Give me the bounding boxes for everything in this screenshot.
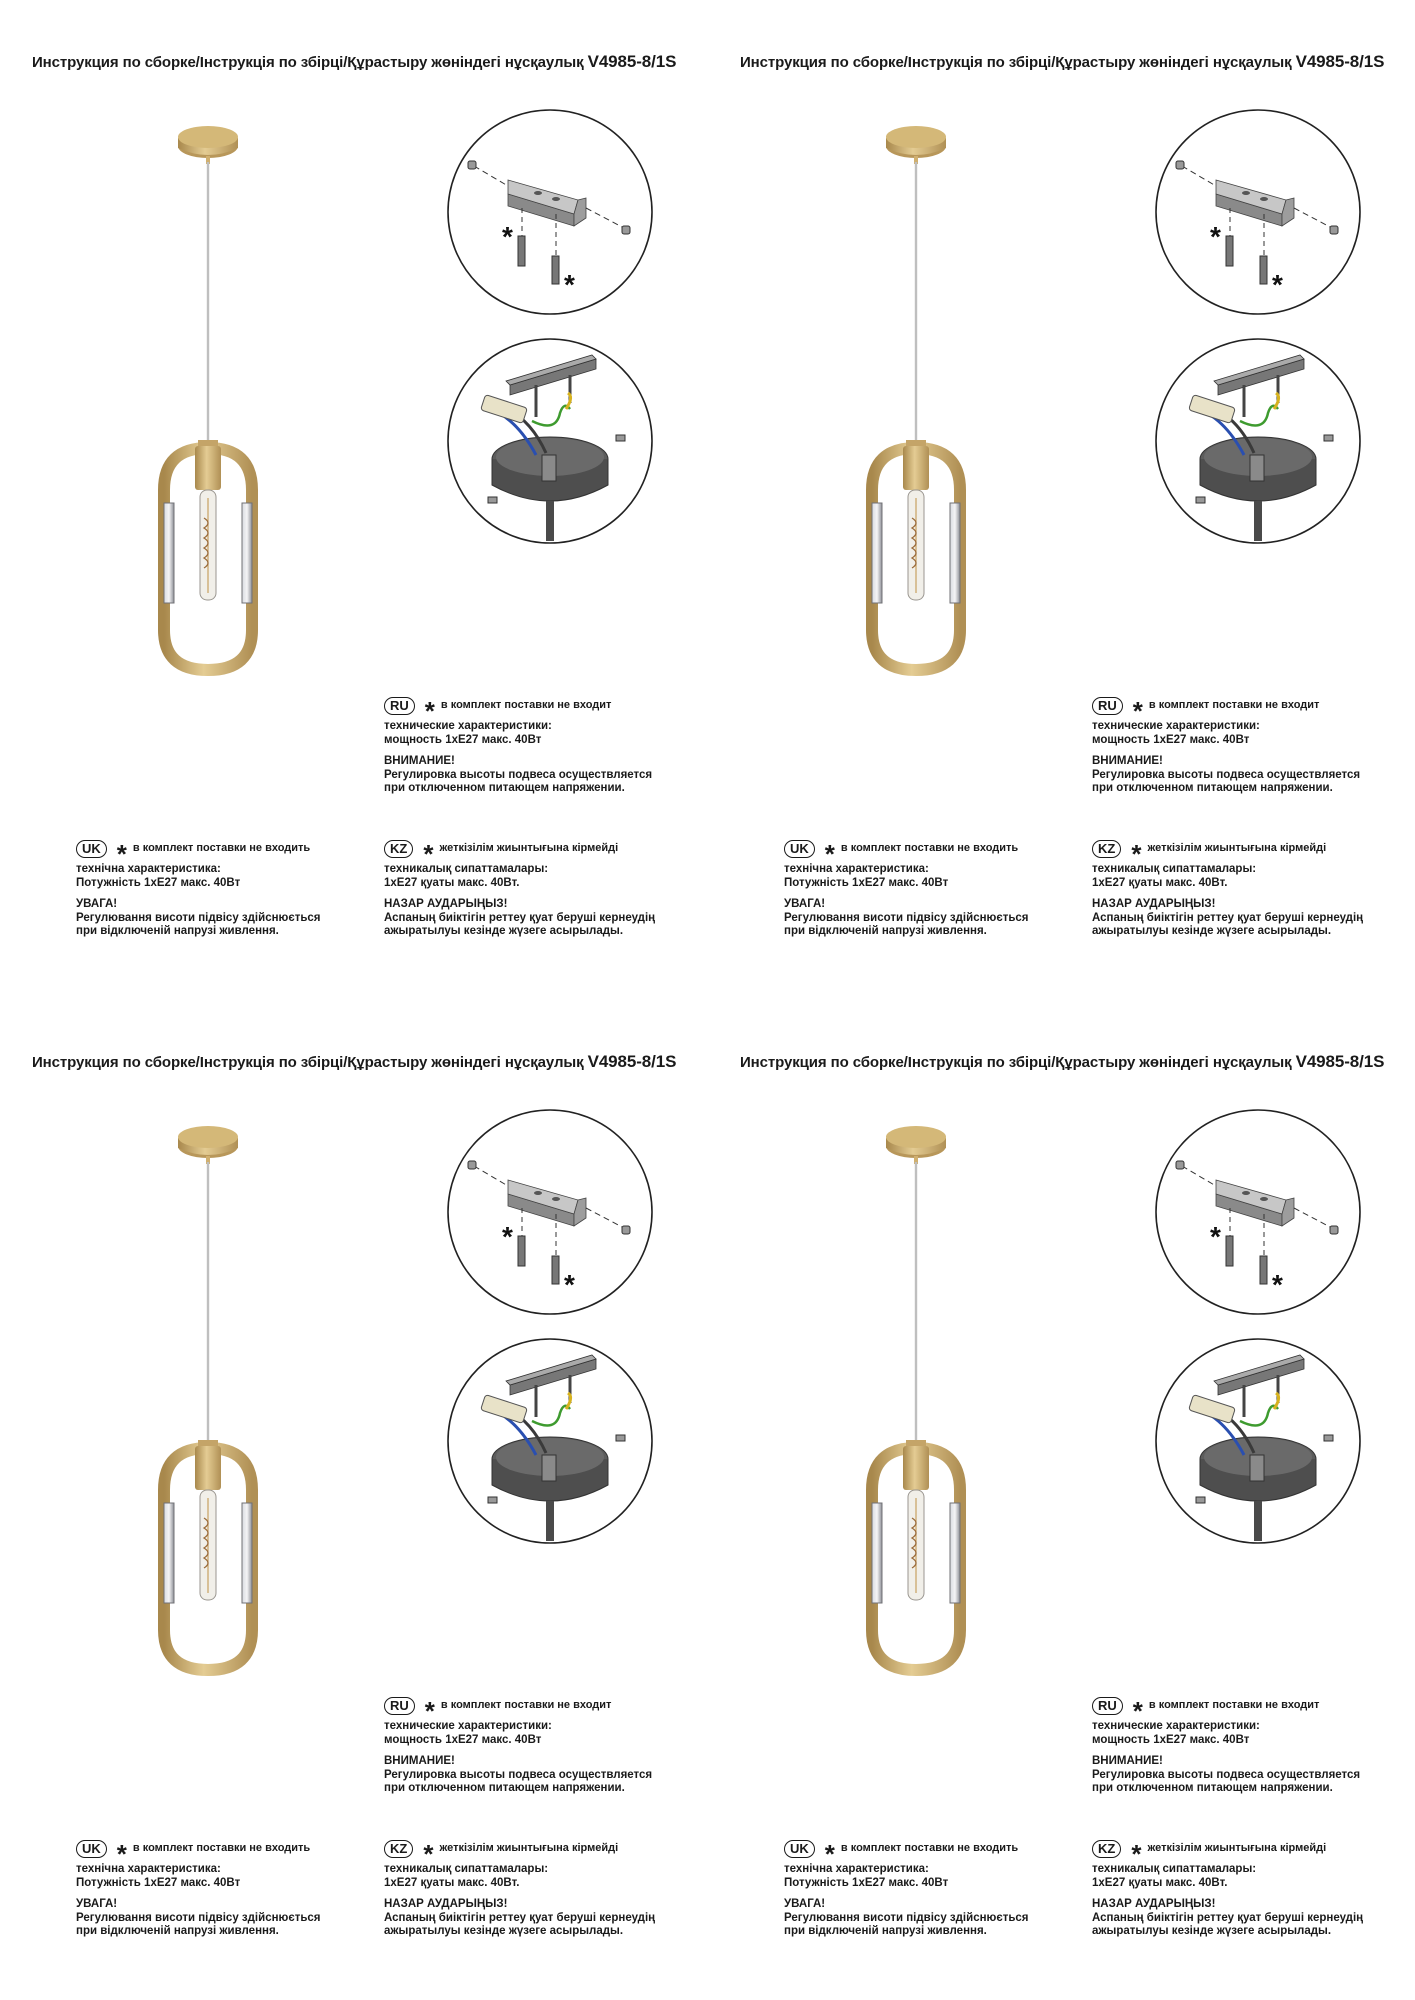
asterisk-icon: * bbox=[424, 696, 435, 726]
kz-badge: KZ bbox=[1092, 1840, 1121, 1858]
ru-specs-value: мощность 1xE27 макс. 40Вт bbox=[384, 733, 542, 746]
kz-badge: KZ bbox=[1092, 840, 1121, 858]
title-text: Инструкция по сборке/Інструкція по збірці/Құрастыру жөніндегі нұсқаулық bbox=[32, 1054, 584, 1071]
asterisk-icon: * bbox=[1132, 696, 1143, 726]
title-text: Инструкция по сборке/Інструкція по збірці/Құрастыру жөніндегі нұсқаулық bbox=[740, 1054, 1292, 1071]
kz-badge: KZ bbox=[384, 840, 413, 858]
kz-warning-heading: НАЗАР АУДАРЫҢЫЗ! bbox=[1092, 1898, 1216, 1910]
uk-not-included: в комплект поставки не входить bbox=[840, 842, 1019, 855]
star-mark: * bbox=[564, 1269, 575, 1300]
instruction-title bbox=[32, 52, 676, 72]
instruction-title bbox=[32, 1052, 676, 1072]
kz-specs-heading: техникалық сипаттамалары: bbox=[1092, 863, 1257, 875]
kz-warning-line2: ажыратылуы кезінде жүзеге асырылады. bbox=[1092, 1925, 1332, 1937]
ru-specs-heading: технические характеристики: bbox=[1092, 720, 1260, 732]
uk-warning-line2: при відключеній напрузі живлення. bbox=[784, 1925, 987, 1937]
kz-specs-value: 1xE27 қуаты макс. 40Вт. bbox=[1092, 1876, 1228, 1889]
ru-warning-line1: Регулировка высоты подвеса осуществляется bbox=[384, 1768, 653, 1781]
ru-badge: RU bbox=[1092, 1697, 1123, 1715]
ru-not-included: в комплект поставки не входит bbox=[1148, 1699, 1320, 1712]
asterisk-icon: * bbox=[824, 839, 835, 869]
uk-specs-value: Потужність 1xE27 макс. 40Вт bbox=[76, 876, 241, 889]
kz-warning-line1: Аспаның биіктігін реттеу қуат беруші кернеудің bbox=[1092, 1911, 1364, 1924]
kz-specs-heading: техникалық сипаттамалары: bbox=[384, 1863, 549, 1875]
kz-not-included: жеткізілім жиынтығына кірмейді bbox=[439, 1842, 619, 1855]
uk-specs-value: Потужність 1xE27 макс. 40Вт bbox=[784, 1876, 949, 1889]
kz-badge: KZ bbox=[384, 1840, 413, 1858]
uk-section bbox=[784, 838, 1029, 939]
asterisk-icon: * bbox=[423, 839, 434, 869]
uk-section bbox=[784, 1838, 1029, 1939]
ru-specs-heading: технические характеристики: bbox=[384, 720, 552, 732]
kz-section bbox=[384, 1838, 655, 1939]
ru-warning-line2: при отключенном питающем напряжении. bbox=[1092, 782, 1333, 794]
kz-warning-line1: Аспаның биіктігін реттеу қуат беруші кернеудің bbox=[1092, 911, 1364, 924]
ru-specs-heading: технические характеристики: bbox=[384, 1720, 552, 1732]
ru-warning-heading: ВНИМАНИЕ! bbox=[384, 755, 455, 767]
star-mark: * bbox=[1272, 1269, 1283, 1300]
ru-section bbox=[1092, 695, 1360, 796]
kz-warning-line2: ажыратылуы кезінде жүзеге асырылады. bbox=[384, 925, 624, 937]
ru-badge: RU bbox=[384, 1697, 415, 1715]
bracket-mounting-diagram bbox=[1154, 1108, 1362, 1316]
pendant-lamp-illustration bbox=[858, 118, 998, 678]
kz-not-included: жеткізілім жиынтығына кірмейді bbox=[1147, 842, 1327, 855]
ru-warning-heading: ВНИМАНИЕ! bbox=[1092, 755, 1163, 767]
uk-warning-line1: Регулювання висоти підвісу здійснюється bbox=[76, 1911, 321, 1924]
kz-specs-value: 1xE27 қуаты макс. 40Вт. bbox=[1092, 876, 1228, 889]
uk-specs-heading: технічна характеристика: bbox=[784, 863, 929, 875]
ru-warning-line2: при отключенном питающем напряжении. bbox=[384, 1782, 625, 1794]
instruction-panel-2 bbox=[708, 0, 1415, 1000]
ru-section bbox=[1092, 1695, 1360, 1796]
kz-not-included: жеткізілім жиынтығына кірмейді bbox=[1147, 1842, 1327, 1855]
ru-specs-value: мощность 1xE27 макс. 40Вт bbox=[1092, 733, 1250, 746]
asterisk-icon: * bbox=[423, 1839, 434, 1869]
star-mark: * bbox=[502, 1221, 513, 1252]
uk-warning-heading: УВАГА! bbox=[784, 898, 826, 910]
kz-specs-value: 1xE27 қуаты макс. 40Вт. bbox=[384, 876, 520, 889]
ru-warning-line2: при отключенном питающем напряжении. bbox=[1092, 1782, 1333, 1794]
wiring-canopy-diagram bbox=[446, 337, 654, 545]
uk-warning-line1: Регулювання висоти підвісу здійснюється bbox=[784, 911, 1029, 924]
star-mark: * bbox=[1210, 221, 1221, 252]
uk-warning-line2: при відключеній напрузі живлення. bbox=[784, 925, 987, 937]
ru-not-included: в комплект поставки не входит bbox=[1148, 699, 1320, 712]
instruction-panel-4 bbox=[708, 1000, 1415, 2000]
uk-warning-line1: Регулювання висоти підвісу здійснюється bbox=[76, 911, 321, 924]
kz-section bbox=[1092, 1838, 1363, 1939]
ru-section bbox=[384, 695, 652, 796]
model-number: V4985-8/1S bbox=[1295, 1052, 1385, 1071]
ru-section bbox=[384, 1695, 652, 1796]
ru-warning-line1: Регулировка высоты подвеса осуществляется bbox=[1092, 1768, 1361, 1781]
ru-badge: RU bbox=[1092, 697, 1123, 715]
kz-warning-heading: НАЗАР АУДАРЫҢЫЗ! bbox=[384, 1898, 508, 1910]
uk-warning-heading: УВАГА! bbox=[76, 898, 118, 910]
kz-specs-heading: техникалық сипаттамалары: bbox=[1092, 1863, 1257, 1875]
uk-badge: UK bbox=[784, 840, 815, 858]
model-number: V4985-8/1S bbox=[1295, 52, 1385, 71]
star-mark: * bbox=[502, 221, 513, 252]
model-number: V4985-8/1S bbox=[587, 52, 677, 71]
ru-specs-heading: технические характеристики: bbox=[1092, 1720, 1260, 1732]
title-text: Инструкция по сборке/Інструкція по збірці/Құрастыру жөніндегі нұсқаулық bbox=[32, 54, 584, 71]
uk-not-included: в комплект поставки не входить bbox=[840, 1842, 1019, 1855]
uk-specs-heading: технічна характеристика: bbox=[76, 1863, 221, 1875]
kz-warning-line1: Аспаның биіктігін реттеу қуат беруші кернеудің bbox=[384, 911, 656, 924]
bracket-mounting-diagram bbox=[1154, 108, 1362, 316]
instruction-title bbox=[740, 52, 1384, 72]
uk-warning-heading: УВАГА! bbox=[784, 1898, 826, 1910]
pendant-lamp-illustration bbox=[150, 118, 290, 678]
kz-section bbox=[384, 838, 655, 939]
kz-specs-value: 1xE27 қуаты макс. 40Вт. bbox=[384, 1876, 520, 1889]
ru-specs-value: мощность 1xE27 макс. 40Вт bbox=[384, 1733, 542, 1746]
uk-warning-line2: при відключеній напрузі живлення. bbox=[76, 1925, 279, 1937]
asterisk-icon: * bbox=[1131, 1839, 1142, 1869]
wiring-canopy-diagram bbox=[446, 1337, 654, 1545]
instruction-panel-1 bbox=[0, 0, 707, 1000]
star-mark: * bbox=[1272, 269, 1283, 300]
kz-section bbox=[1092, 838, 1363, 939]
title-text: Инструкция по сборке/Інструкція по збірці/Құрастыру жөніндегі нұсқаулық bbox=[740, 54, 1292, 71]
kz-specs-heading: техникалық сипаттамалары: bbox=[384, 863, 549, 875]
ru-warning-heading: ВНИМАНИЕ! bbox=[1092, 1755, 1163, 1767]
ru-warning-line1: Регулировка высоты подвеса осуществляется bbox=[1092, 768, 1361, 781]
pendant-lamp-illustration bbox=[150, 1118, 290, 1678]
ru-not-included: в комплект поставки не входит bbox=[440, 699, 612, 712]
kz-warning-heading: НАЗАР АУДАРЫҢЫЗ! bbox=[1092, 898, 1216, 910]
uk-specs-heading: технічна характеристика: bbox=[76, 863, 221, 875]
uk-badge: UK bbox=[784, 1840, 815, 1858]
bracket-mounting-diagram bbox=[446, 108, 654, 316]
uk-warning-line1: Регулювання висоти підвісу здійснюється bbox=[784, 1911, 1029, 1924]
uk-specs-value: Потужність 1xE27 макс. 40Вт bbox=[76, 1876, 241, 1889]
asterisk-icon: * bbox=[116, 839, 127, 869]
ru-warning-line2: при отключенном питающем напряжении. bbox=[384, 782, 625, 794]
asterisk-icon: * bbox=[824, 1839, 835, 1869]
uk-specs-value: Потужність 1xE27 макс. 40Вт bbox=[784, 876, 949, 889]
star-mark: * bbox=[564, 269, 575, 300]
wiring-canopy-diagram bbox=[1154, 337, 1362, 545]
ru-specs-value: мощность 1xE27 макс. 40Вт bbox=[1092, 1733, 1250, 1746]
uk-section bbox=[76, 1838, 321, 1939]
asterisk-icon: * bbox=[1132, 1696, 1143, 1726]
wiring-canopy-diagram bbox=[1154, 1337, 1362, 1545]
kz-warning-line1: Аспаның биіктігін реттеу қуат беруші кернеудің bbox=[384, 1911, 656, 1924]
uk-not-included: в комплект поставки не входить bbox=[132, 842, 311, 855]
instruction-panel-3 bbox=[0, 1000, 707, 2000]
ru-warning-heading: ВНИМАНИЕ! bbox=[384, 1755, 455, 1767]
uk-badge: UK bbox=[76, 840, 107, 858]
bracket-mounting-diagram bbox=[446, 1108, 654, 1316]
asterisk-icon: * bbox=[116, 1839, 127, 1869]
model-number: V4985-8/1S bbox=[587, 1052, 677, 1071]
kz-not-included: жеткізілім жиынтығына кірмейді bbox=[439, 842, 619, 855]
uk-section bbox=[76, 838, 321, 939]
uk-not-included: в комплект поставки не входить bbox=[132, 1842, 311, 1855]
pendant-lamp-illustration bbox=[858, 1118, 998, 1678]
ru-warning-line1: Регулировка высоты подвеса осуществляется bbox=[384, 768, 653, 781]
kz-warning-heading: НАЗАР АУДАРЫҢЫЗ! bbox=[384, 898, 508, 910]
asterisk-icon: * bbox=[424, 1696, 435, 1726]
ru-badge: RU bbox=[384, 697, 415, 715]
ru-not-included: в комплект поставки не входит bbox=[440, 1699, 612, 1712]
asterisk-icon: * bbox=[1131, 839, 1142, 869]
uk-badge: UK bbox=[76, 1840, 107, 1858]
uk-specs-heading: технічна характеристика: bbox=[784, 1863, 929, 1875]
uk-warning-line2: при відключеній напрузі живлення. bbox=[76, 925, 279, 937]
kz-warning-line2: ажыратылуы кезінде жүзеге асырылады. bbox=[1092, 925, 1332, 937]
kz-warning-line2: ажыратылуы кезінде жүзеге асырылады. bbox=[384, 1925, 624, 1937]
uk-warning-heading: УВАГА! bbox=[76, 1898, 118, 1910]
star-mark: * bbox=[1210, 1221, 1221, 1252]
instruction-title bbox=[740, 1052, 1384, 1072]
